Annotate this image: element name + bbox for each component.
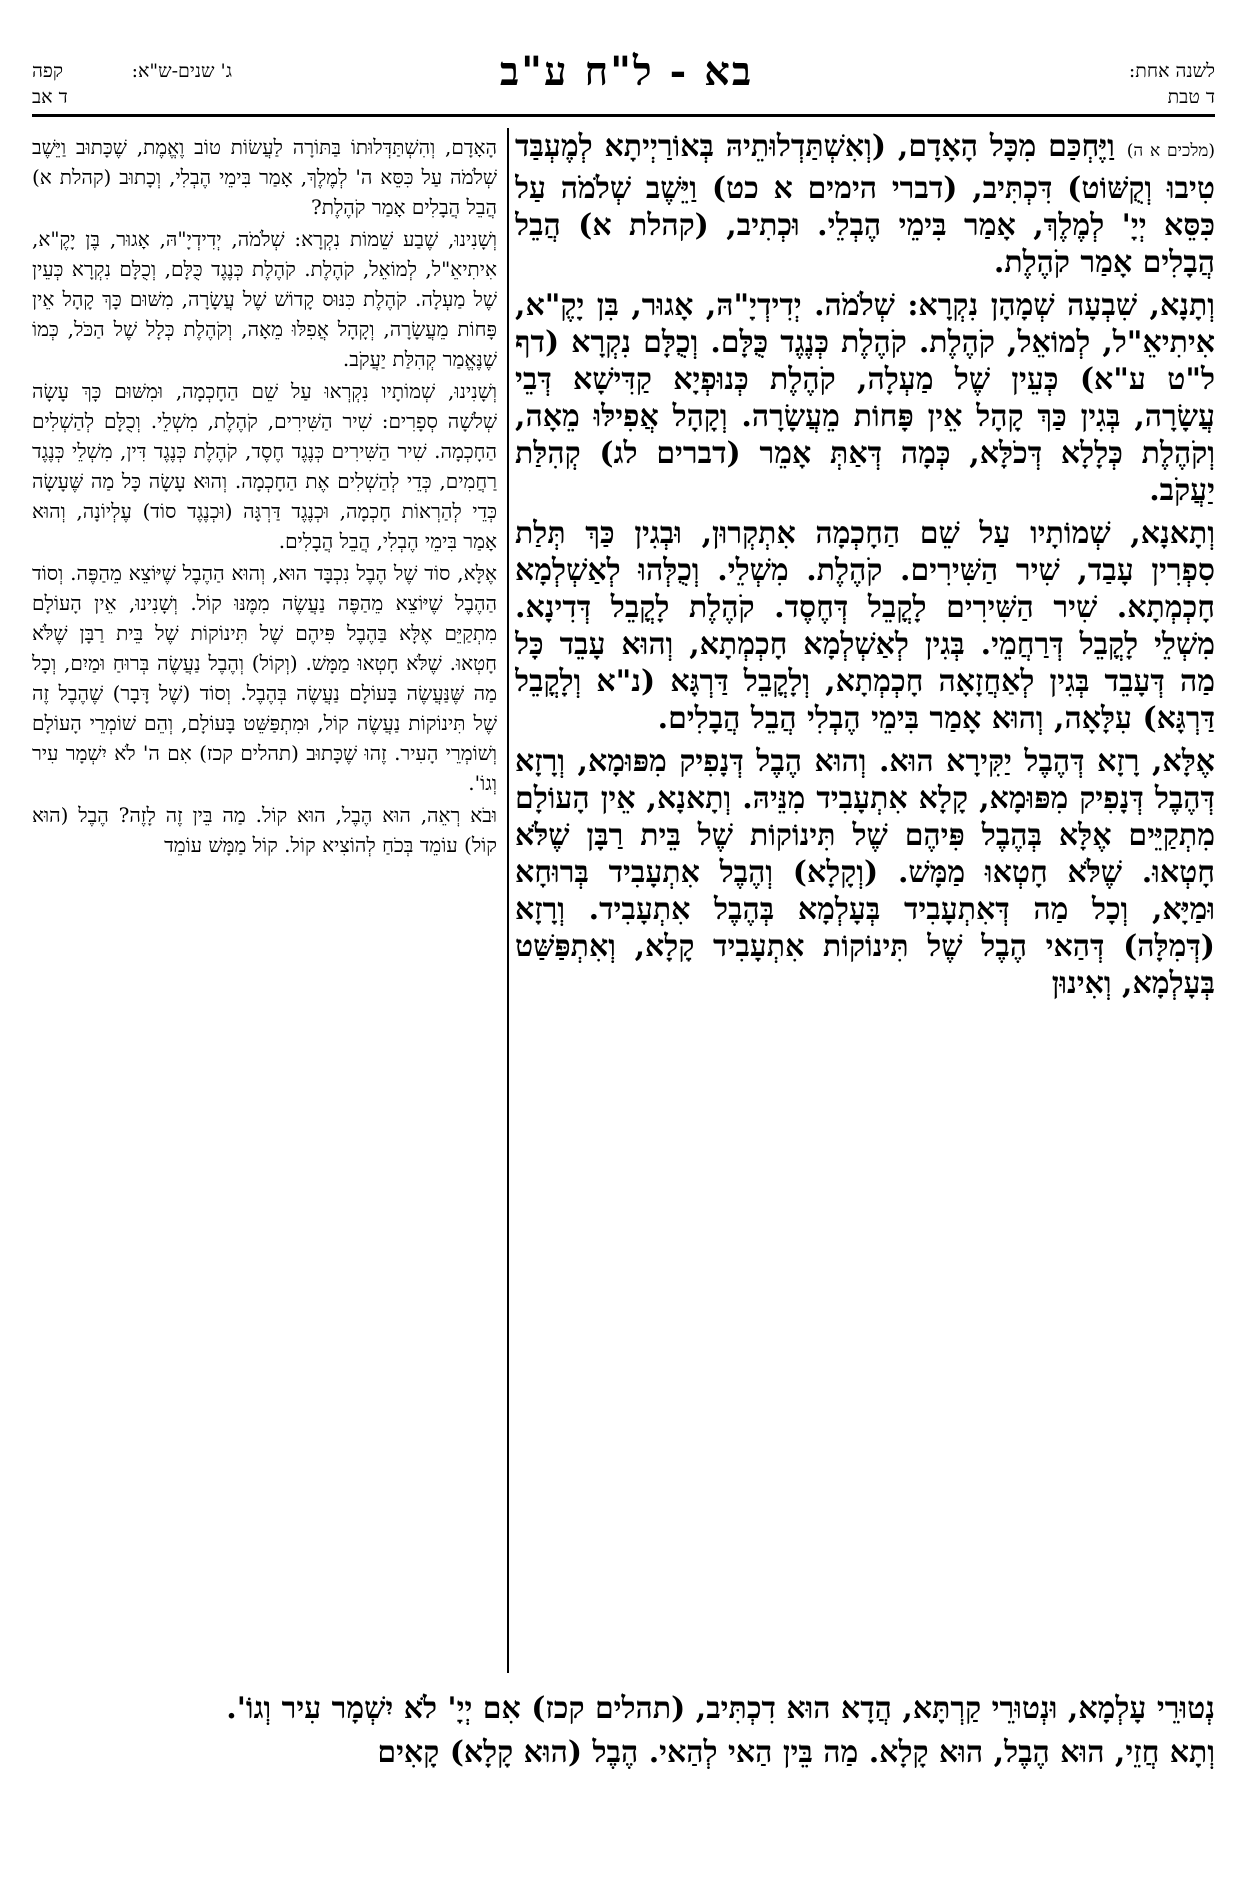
main-paragraph [515,515,1215,737]
source-reference: (מלכים א ה) [1126,141,1215,161]
commentary-column [32,132,497,1677]
bottom-full-width-text [32,1690,1215,1870]
main-paragraph [515,128,1215,281]
bottom-line: נְטוּרֵי עָלְמָא, וּנְטוּרֵי קַרְתָּא, הֲדָא הוּא דִכְתִּיב, (תהלים קכז) אִם יְיָ' לֹא יִשְׁמָר עִיר וְגוֹ'. [226,1691,1215,1726]
main-paragraph-text: וְתָאנָא, שְׁמוֹתָיו עַל שֵׁם הַחָכְמָה אִתְקְרוּן, וּבְגִין כַּךְ תְּלַת סִפְרִין עָבַד, שִׁיר הַשִּׁירִים. קֹהֶלֶת. מִשְׁלֵי. וְכֻלְּהוּ לְאַשְׁלְמָא חָכְמְתָא. שִׁיר הַשִּׁירִים לָקֳבֵל דְּחֶסֶד. קֹהֶלֶת לָקֳבֵל דְּדִינָא. מִשְׁלֵי לָקֳבֵל דְּרַחֲמֵי. בְּגִין לְאַשְׁלְמָא חָכְמְתָא, וְהוּא עָבֵד כָּל מַה דְּעָבֵד בְּגִין לְאַחֲזָאָה חָכְמְתָא, וְלָקֳבֵל דַּרְגָּא (נ"א וְלָקֳבֵל דַּרְגָּא) עִלָּאָה, וְהוּא אָמַר בִּימֵי הֶבְלִי הֲבֵל הֲבָלִים. [515,516,1215,736]
page-number: קפה [32,60,64,82]
main-paragraph-text: אֶלָּא, רָזָא דְּהֶבֶל יַקִּירָא הוּא. וְהוּא הֶבֶל דְּנָפִיק מִפּוּמָא, וְרָזָא דְּהֶבֶל דְּנָפִיק מִפּוּמָא, קָלָא אִתְעָבִיד מִנֵּיהּ. וְתָאנָא, אֵין הָעוֹלָם מִתְקַיֵּים אֶלָּא בְּהֶבֶל פִּיהֶם שֶׁל תִּינוֹקוֹת שֶׁל בֵּית רַבָּן שֶׁלֹּא חָטְאוּ. שֶׁלֹּא חָטְאוּ מַמָּשׁ. (וְקָלָא) וְהֶבֶל אִתְעָבִיד בְּרוּחָא וּמַיָּא, וְכָל מַה דְּאִתְעָבִיד בְּעָלְמָא בְּהֶבֶל אִתְעָבִיד. וְרָזָא (דְּמִלָּה) דְּהַאי הֶבֶל שֶׁל תִּינוֹקוֹת אִתְעָבִיד קָלָא, וְאִתְפַּשַּׁט בְּעָלְמָא, וְאִינוּן [515,744,1215,1001]
commentary-paragraph: אֶלָּא, סוֹד שֶׁל הֶבֶל נִכְבָּד הוּא, וְהוּא הַהֶבֶל שֶׁיּוֹצֵא מֵהַפֶּה. וְסוֹד הַהֶבֶל שֶׁיּוֹצֵא מֵהַפֶּה נַעֲשֶׂה מִמֶּנּוּ קוֹל. וְשָׁנִינוּ, אֵין הָעוֹלָם מִתְקַיֵּם אֶלָּא בַּהֶבֶל פִּיהֶם שֶׁל תִּינוֹקוֹת שֶׁל בֵּית רַבָּן שֶׁלֹּא חָטְאוּ. שֶׁלֹּא חָטְאוּ מַמָּשׁ. (וְקוֹל) וְהֶבֶל נַעֲשֶׂה בְּרוּחַ וּמַיִם, וְכָל מַה שֶּׁנַּעֲשֶׂה בָּעוֹלָם נַעֲשֶׂה בְּהֶבֶל. וְסוֹד (שֶׁל דָּבָר) שֶׁהֶבֶל זֶה שֶׁל תִּינוֹקוֹת נַעֲשֶׂה קוֹל, וּמִתְפַּשֵּׁט בָּעוֹלָם, וְהֵם שׁוֹמְרֵי הָעוֹלָם וְשׁוֹמְרֵי הָעִיר. זֶהוּ שֶׁכָּתוּב (תהלים קכז) אִם ה' לֹא יִשְׁמָר עִיר וְגוֹ'. [32,561,497,795]
year-one-label: לשנה אחת: [1128,60,1215,82]
main-paragraph-text: וַיֶּחְכַּם מִכָּל הָאָדָם, (וְאִשְׁתַּדְלוּתֵיהּ בְּאוֹרַיְיתָא לְמֶעְבַּד טִיבוּ וְקֻשּׁוֹט) דִּכְתִּיב, (דברי הימים א כט) וַיֵּשֶׁב שְׁלֹמֹה עַל כִּסֵּא יְיָ' לְמֶלֶךְ, אָמַר בִּימֵי הֶבְלֵי. וּכְתִיב, (קהלת א) הֲבֵל הֲבָלִים אָמַר קֹהֶלֶת. [515,129,1215,280]
main-paragraph [515,743,1215,1002]
bottom-line: וְתָא חֲזֵי, הוּא הֶבֶל, הוּא קָלָא. מַה בֵּין הַאי לְהַאי. הֶבֶל (הוּא קָלָא) קָאִים [377,1735,1215,1770]
header-left [32,58,232,110]
main-text-column [515,128,1215,1668]
main-paragraph [515,287,1215,509]
three-years-date: ד אב [32,86,68,108]
year-one-date: ד טבת [1167,86,1215,108]
three-years-label: ג' שנים-ש"א: [131,60,232,82]
header-divider [32,114,1215,117]
main-paragraph-text: וְתָנָא, שִׁבְעָה שְׁמָהָן נִקְרָא: שְׁלֹמֹה. יְדִידְיָ"הּ, אָגוּר, בִּן יָקֶ"א, אִיתִיאֵ"ל, לְמוֹאֵל, קֹהֶלֶת. קֹהֶלֶת כְּנֶגֶד כֻּלָּם. וְכֻלָּם נִקְרָא (דף ל"ט ע"א) כְּעֵין שֶׁל מַעְלָה, קֹהֶלֶת כְּנוּפְיָא קַדִּישָׁא דְּבֵי עֲשָׂרָה, בְּגִין כַּךְ קָהָל אֵין פָּחוֹת מֵעֲשָׂרָה. וְקָהָל אֲפִילּוּ מֵאָה, וְקֹהֶלֶת כְּלָלָא דְּכֹלָּא, כְּמָה דְּאַתְּ אָמֵר (דברים לג) קְהִלַּת יַעֲקֹב. [515,288,1215,508]
commentary-paragraph: וְשָׁנִינוּ, שֶׁבַע שֵׁמוֹת נִקְרָא: שְׁלֹמֹה, יְדִידְיָ"הּ, אָגוּר, בֶּן יָקֶ"א, אִיתִיאֵ"ל, לְמוֹאֵל, קֹהֶלֶת. קֹהֶלֶת כְּנֶגֶד כֻּלָּם, וְכֻלָּם נִקְרָא כְּעֵין שֶׁל מַעְלָה. קֹהֶלֶת כִּנּוּס קָדוֹשׁ שֶׁל עֲשָׂרָה, מִשּׁוּם כָּךְ קָהָל אֵין פָּחוֹת מֵעֲשָׂרָה, וְקָהָל אֲפִלּוּ מֵאָה, וְקֹהֶלֶת כְּלָל שֶׁל הַכֹּל, כְּמוֹ שֶׁנֶּאֱמַר קְהִלַּת יַעֲקֹב. [32,227,497,371]
column-divider [507,128,509,1673]
commentary-paragraph: וְשָׁנִינוּ, שְׁמוֹתָיו נִקְרְאוּ עַל שֵׁם הַחָכְמָה, וּמִשּׁוּם כָּךְ עָשָׂה שְׁלֹשָׁה סְפָרִים: שִׁיר הַשִּׁירִים, קֹהֶלֶת, מִשְׁלֵי. וְכֻלָּם לְהַשְׁלִים הַחָכְמָה. שִׁיר הַשִּׁירִים כְּנֶגֶד חֶסֶד, קֹהֶלֶת כְּנֶגֶד דִּין, מִשְׁלֵי כְּנֶגֶד רַחֲמִים, כְּדֵי לְהַשְׁלִים אֶת הַחָכְמָה. וְהוּא עָשָׂה כָּל מַה שֶּׁעָשָׂה כְּדֵי לְהַרְאוֹת חָכְמָה, וּכְנֶגֶד דַּרְגָּה (וּכְנֶגֶד סוֹד) עֶלְיוֹנָה, וְהוּא אָמַר בִּימֵי הֶבְלִי, הֲבֵל הֲבָלִים. [32,379,497,553]
commentary-paragraph: הָאָדָם, וְהִשְׁתַּדְּלוּתוֹ בַּתּוֹרָה לַעֲשׂוֹת טוֹב וֶאֱמֶת, שֶׁכָּתוּב וַיֵּשֶׁב שְׁלֹמֹה עַל כִּסֵּא ה' לְמֶלֶךְ, אָמַר בִּימֵי הֶבְלִי, וְכָתוּב (קהלת א) הֲבֵל הֲבָלִים אָמַר קֹהֶלֶת? [32,135,497,219]
page-title: בא - ל"ח ע"ב [499,48,754,95]
commentary-paragraph: וּבֹא רְאֵה, הוּא הֶבֶל, הוּא קוֹל. מַה בֵּין זֶה לָזֶה? הֶבֶל (הוּא קוֹל) עוֹמֵד בְּכֹחַ לְהוֹצִיא קוֹל. קוֹל מַמָּשׁ עוֹמֵד [32,803,497,857]
